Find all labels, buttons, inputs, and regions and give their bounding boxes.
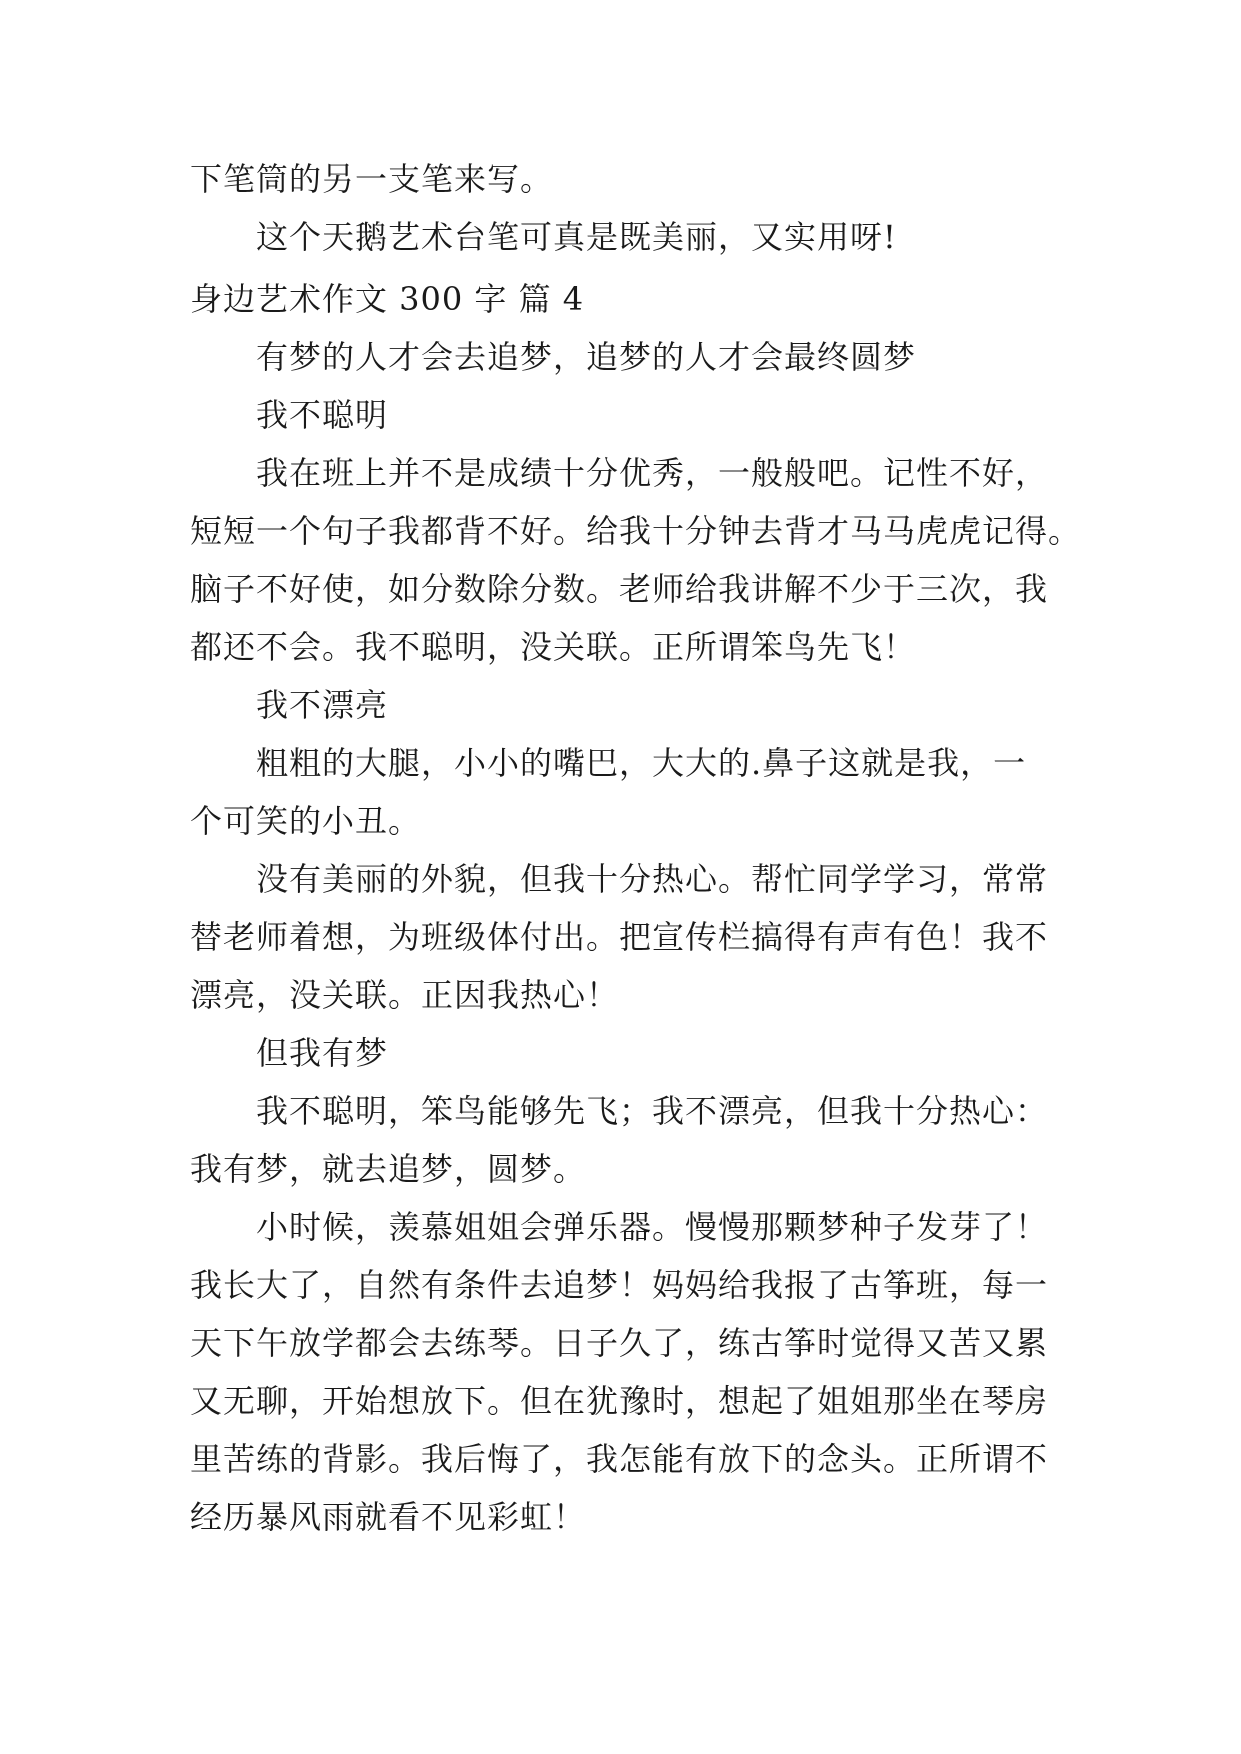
paragraph-line: 我长大了，自然有条件去追梦！妈妈给我报了古筝班，每一 <box>190 1266 1049 1304</box>
paragraph-line: 我有梦，就去追梦，圆梦。 <box>190 1150 587 1188</box>
paragraph-line: 天下午放学都会去练琴。日子久了，练古筝时觉得又苦又累 <box>190 1324 1049 1362</box>
paragraph-line: 漂亮，没关联。正因我热心！ <box>190 976 620 1014</box>
subheading-line: 我不聪明 <box>256 396 389 434</box>
paragraph-line: 这个天鹅艺术台笔可真是既美丽，又实用呀! <box>256 218 897 256</box>
section-heading: 身边艺术作文 300 字 篇 4 <box>190 280 585 318</box>
paragraph-line: 都还不会。我不聪明，没关联。正所谓笨鸟先飞！ <box>190 628 917 666</box>
paragraph-line: 有梦的人才会去追梦，追梦的人才会最终圆梦 <box>256 338 917 376</box>
subheading-line: 但我有梦 <box>256 1034 389 1072</box>
paragraph-line: 脑子不好使，如分数除分数。老师给我讲解不少于三次，我 <box>190 570 1049 608</box>
paragraph-line: 短短一个句子我都背不好。给我十分钟去背才马马虎虎记得。 <box>190 512 1082 550</box>
paragraph-line: 粗粗的大腿，小小的嘴巴，大大的.鼻子这就是我，一 <box>256 744 1027 782</box>
paragraph-line: 又无聊，开始想放下。但在犹豫时，想起了姐姐那坐在琴房 <box>190 1382 1049 1420</box>
paragraph-line: 我在班上并不是成绩十分优秀，一般般吧。记性不好， <box>256 454 1049 492</box>
subheading-line: 我不漂亮 <box>256 686 389 724</box>
paragraph-line: 小时候，羡慕姐姐会弹乐器。慢慢那颗梦种子发芽了！ <box>256 1208 1049 1246</box>
paragraph-line: 下笔筒的另一支笔来写。 <box>190 160 554 198</box>
paragraph-line: 替老师着想，为班级体付出。把宣传栏搞得有声有色！我不 <box>190 918 1049 956</box>
paragraph-line: 经历暴风雨就看不见彩虹！ <box>190 1498 587 1536</box>
paragraph-line: 个可笑的小丑。 <box>190 802 422 840</box>
document-body <box>190 150 1082 1546</box>
paragraph-line: 我不聪明，笨鸟能够先飞；我不漂亮，但我十分热心： <box>256 1092 1049 1130</box>
paragraph-line: 里苦练的背影。我后悔了，我怎能有放下的念头。正所谓不 <box>190 1440 1049 1478</box>
paragraph-line: 没有美丽的外貌，但我十分热心。帮忙同学学习，常常 <box>256 860 1049 898</box>
